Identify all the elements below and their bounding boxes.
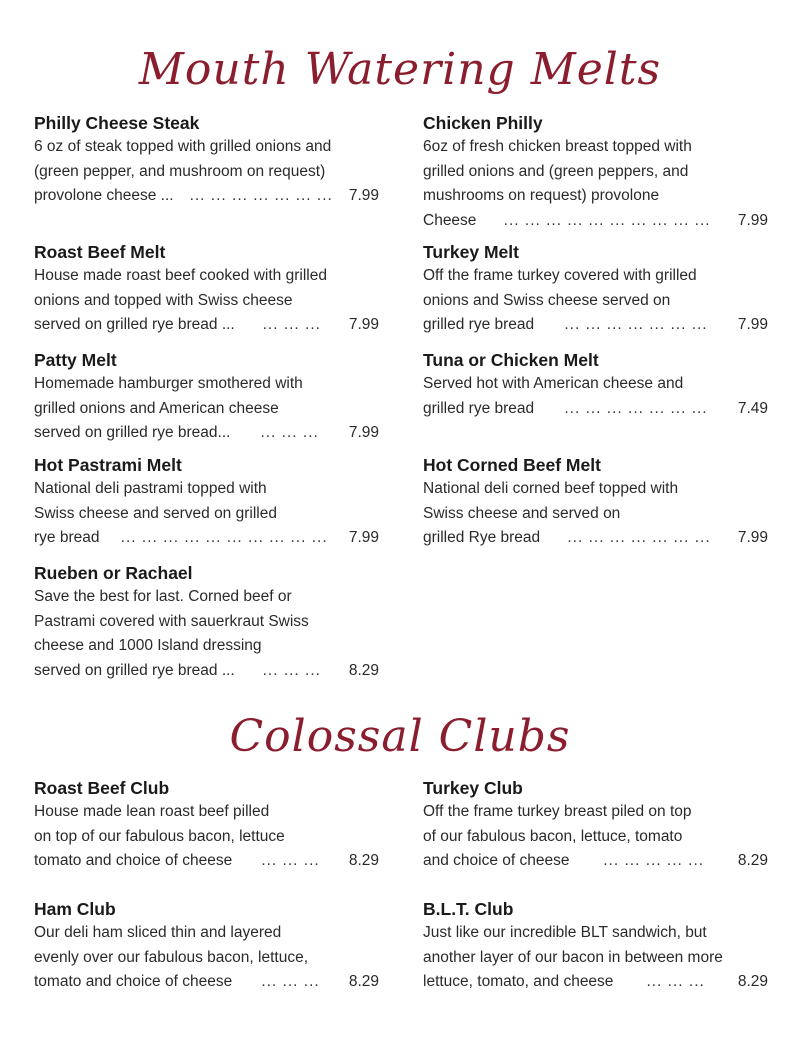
item-description-line: served on grilled rye bread ...: [34, 316, 235, 333]
item-description-line: evenly over our fabulous bacon, lettuce,: [34, 948, 309, 966]
dot-leader: ... ... ...: [262, 316, 321, 333]
item-name: Hot Corned Beef Melt: [423, 455, 601, 475]
menu-item-rueben-or-rachael: [34, 561, 379, 683]
item-price: 7.99: [348, 424, 379, 441]
item-name: Hot Pastrami Melt: [34, 455, 182, 475]
menu-item-philly-cheese-steak: [34, 111, 379, 209]
item-description-line: Just like our incredible BLT sandwich, but: [423, 924, 707, 941]
dot-leader: ... ... ...: [262, 661, 321, 679]
dot-leader: ... ... ...: [261, 852, 320, 869]
item-price-line: [423, 526, 768, 551]
dot-leader: ... ... ... ... ... ... ...: [189, 187, 333, 204]
item-price: 8.29: [737, 973, 768, 990]
menu-item-patty-melt: [34, 348, 379, 446]
item-description-line: grilled onions and American cheese: [34, 399, 279, 417]
dot-leader: ... ... ...: [646, 973, 705, 990]
item-price: 8.29: [737, 852, 768, 869]
item-description-line: cheese and 1000 Island dressing: [34, 637, 262, 654]
item-description-line: National deli corned beef topped with: [423, 480, 679, 497]
item-price: 7.49: [737, 399, 768, 417]
item-name: Roast Beef Melt: [34, 242, 166, 262]
item-description-line: House made lean roast beef pilled: [34, 803, 270, 820]
item-description-line: grilled rye bread: [423, 399, 535, 417]
item-description-line: grilled Rye bread: [423, 529, 541, 546]
item-description-line: another layer of our bacon in between more: [423, 948, 723, 966]
item-price: 7.99: [737, 316, 768, 333]
menu-item-turkey-melt: [423, 240, 768, 338]
menu-item-hot-pastrami-melt: [34, 453, 379, 551]
item-description-line: 6oz of fresh chicken breast topped with: [423, 138, 692, 155]
section-title-clubs: Colossal Clubs: [229, 711, 571, 762]
item-description-line: Swiss cheese and served on grilled: [34, 504, 277, 522]
item-name: Ham Club: [34, 899, 116, 919]
item-description-line: 6 oz of steak topped with grilled onions and: [34, 138, 332, 155]
item-price-line: [423, 313, 768, 338]
item-price-line: [423, 849, 768, 874]
menu-item-tuna-or-chicken-melt: [423, 348, 768, 421]
item-description-line: served on grilled rye bread ...: [34, 661, 235, 679]
dot-leader: ... ... ... ... ... ... ...: [567, 529, 711, 546]
item-description-line: (green pepper, and mushroom on request): [34, 162, 326, 180]
item-description-line: National deli pastrami topped with: [34, 480, 267, 497]
item-price-line: [423, 397, 768, 422]
item-price: 7.99: [737, 211, 768, 229]
item-price-line: [423, 209, 768, 234]
item-description-line: Off the frame turkey breast piled on top: [423, 803, 692, 820]
item-price-line: [34, 421, 379, 446]
item-description-line: Served hot with American cheese and: [423, 375, 684, 392]
item-price-line: [34, 313, 379, 338]
item-price: 7.99: [737, 529, 768, 546]
item-price: 8.29: [348, 852, 379, 869]
item-description-line: House made roast beef cooked with grilled: [34, 267, 327, 284]
dot-leader: ... ... ... ... ... ... ... ... ... ...: [503, 211, 711, 229]
menu-item-turkey-club: [423, 776, 768, 874]
dot-leader: ... ... ... ... ... ... ... ... ... ...: [120, 529, 328, 546]
menu-item-roast-beef-club: [34, 776, 379, 874]
item-description-line: Swiss cheese and served on: [423, 504, 621, 522]
item-price: 7.99: [348, 529, 379, 546]
item-description-line: of our fabulous bacon, lettuce, tomato: [423, 827, 683, 845]
menu-item-roast-beef-melt: [34, 240, 379, 338]
item-name: Chicken Philly: [423, 113, 543, 133]
item-price: 7.99: [348, 187, 379, 204]
item-description-line: provolone cheese ...: [34, 187, 174, 204]
item-name: Patty Melt: [34, 350, 117, 370]
item-price: 7.99: [348, 316, 379, 333]
dot-leader: ... ... ... ... ... ... ...: [564, 316, 708, 333]
item-description-line: Our deli ham sliced thin and layered: [34, 924, 282, 941]
dot-leader: ... ... ... ... ...: [603, 852, 705, 869]
item-description-line: grilled onions and (green peppers, and: [423, 162, 689, 180]
item-price-line: [34, 184, 379, 209]
dot-leader: ... ... ... ... ... ... ...: [564, 399, 708, 417]
item-price-line: [34, 970, 379, 995]
item-price-line: [34, 526, 379, 551]
menu-item-blt-club: [423, 897, 768, 995]
section-title-melts: Mouth Watering Melts: [138, 44, 662, 95]
item-description-line: lettuce, tomato, and cheese: [423, 973, 614, 990]
item-description-line: Save the best for last. Corned beef or: [34, 588, 292, 605]
item-name: B.L.T. Club: [423, 899, 514, 919]
dot-leader: ... ... ...: [261, 973, 320, 990]
item-price-line: [34, 659, 379, 684]
item-description-line: and choice of cheese: [423, 852, 570, 869]
item-description-line: Cheese: [423, 211, 477, 229]
item-description-line: Homemade hamburger smothered with: [34, 375, 303, 392]
dot-leader: ... ... ...: [260, 424, 319, 441]
item-description-line: served on grilled rye bread...: [34, 424, 231, 441]
item-name: Roast Beef Club: [34, 778, 170, 798]
item-name: Turkey Melt: [423, 242, 519, 262]
item-description-line: onions and Swiss cheese served on: [423, 291, 671, 309]
item-name: Philly Cheese Steak: [34, 113, 200, 133]
item-description-line: onions and topped with Swiss cheese: [34, 291, 293, 309]
item-description-line: rye bread: [34, 529, 100, 546]
item-name: Rueben or Rachael: [34, 563, 193, 583]
item-description-line: Off the frame turkey covered with grilled: [423, 267, 697, 284]
item-description-line: tomato and choice of cheese: [34, 852, 233, 869]
item-description-line: tomato and choice of cheese: [34, 973, 233, 990]
item-name: Tuna or Chicken Melt: [423, 350, 599, 370]
menu-item-chicken-philly: [423, 111, 768, 233]
item-description-line: Pastrami covered with sauerkraut Swiss: [34, 612, 309, 630]
item-description-line: mushrooms on request) provolone: [423, 187, 660, 204]
item-price: 8.29: [348, 973, 379, 990]
item-name: Turkey Club: [423, 778, 523, 798]
item-description-line: grilled rye bread: [423, 316, 535, 333]
menu-item-hot-corned-beef-melt: [423, 453, 768, 551]
item-price-line: [34, 849, 379, 874]
menu-item-ham-club: [34, 897, 379, 995]
item-price: 8.29: [348, 661, 379, 679]
item-description-line: on top of our fabulous bacon, lettuce: [34, 827, 285, 845]
item-price-line: [423, 970, 768, 995]
